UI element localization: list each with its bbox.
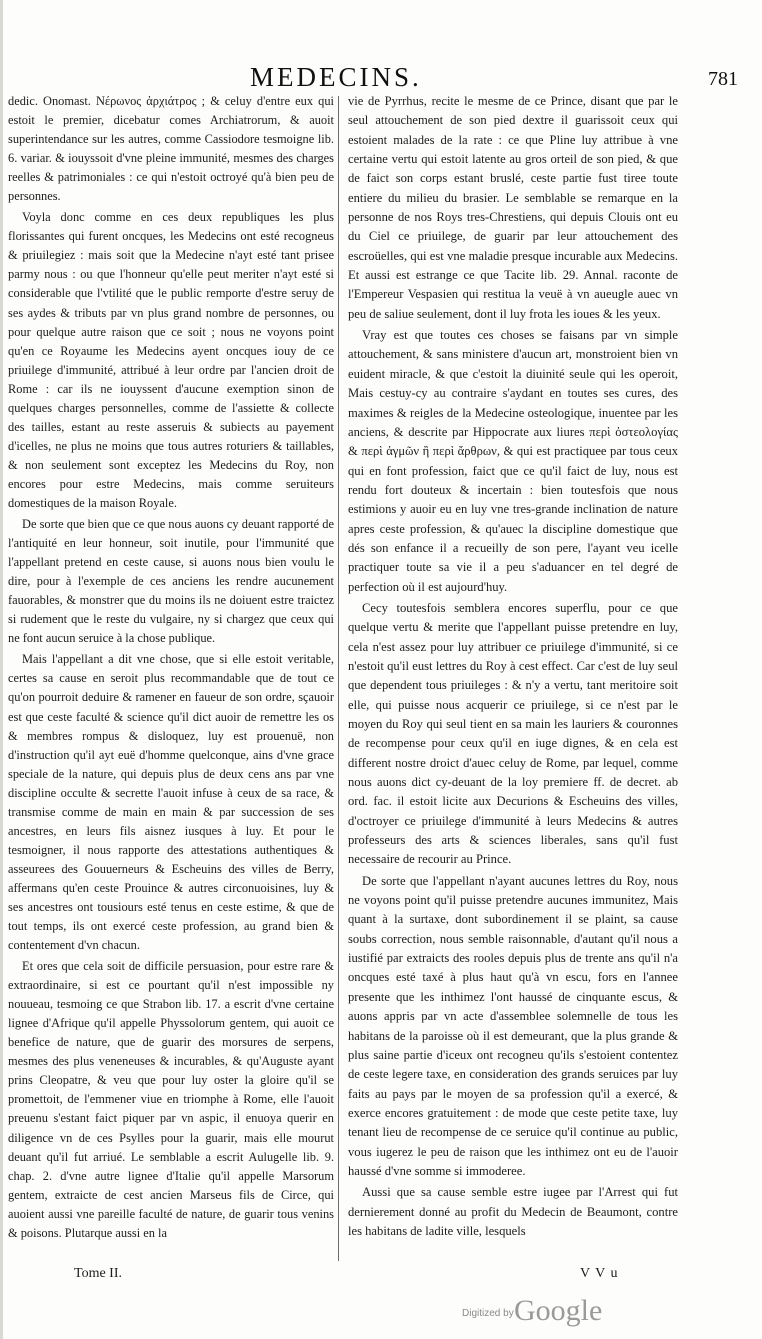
paragraph: De sorte que l'appellant n'ayant aucunes lettres du Roy, nous ne voyons point qu'il puisse pretendre aucunes immunitez, Mais quant à la surtaxe, dont subordinement il se plaint, sa cause soubs correction, nous semble raisonnable, d'autant qu'il nous a iustifié par extraicts des rooles depuis plus de trente ans qu'il n'a oncques esté taxé à plus haut qu'à vn escu, fors en l'annee presente que les inthimez l'ont haussé de cinquante escus, & auons appris par vn acte d'assemblee solemnelle de tous les habitans de la paroisse où il est demeurant, que la plus grande & plus saine partie d'iceux ont recogneu qu'ils s'estoient contentez de ceste legere taxe, en consideration des grands seruices par luy faits au pays par le moyen de sa profession qu'il a exercé, & exerce encores gratuitement : de mode que ceste petite taxe, luy tenant lieu de recompense de ce seruice qu'il continue au public, vous iugerez le peu de raison que les inthimez ont eu de l'auoir haussé d'vne somme si immoderee. <box>348 873 678 1178</box>
column-rule <box>338 96 339 1261</box>
scan-edge <box>0 0 3 1339</box>
running-title: MEDECINS. <box>250 62 422 92</box>
paragraph: Et ores que cela soit de difficile persuasion, pour estre rare & extraordinaire, si est ce pourtant qu'il n'est impossible ny nouueau, tesmoing ce que Strabon lib. 17. a escrit d'vne certaine lignee d'Afrique qu'il appelle Physsolorum gentem, qui auoit ce benefice de nature, que de guarir des morsures de serpens, mesmes des plus veneneuses & incurables, & qu'Auguste ayant prins Cleopatre, & veu que pour luy oster la gloire qu'il se promettoit, de l'emmener viue en triomphe à Rome, elle l'auoit preuenu s'estant faict piquer par vn aspic, il enuoya querir en diligence vn de ces Psylles pour la guarir, mais elle mourut deuant qu'il fut arriué. Le semblable a escrit Aulugelle lib. 9. chap. 2. d'vne autre lignee d'Italie qu'il appelle Marsorum gentem, extraicte de cest ancien Marseus fils de Circe, qui auoient aussi vne pareille faculté de nature, de guarir tous venins & poisons. Plutarque aussi en la <box>8 959 334 1240</box>
right-column <box>348 92 678 1243</box>
digitized-watermark <box>462 1294 622 1330</box>
running-head <box>0 58 762 90</box>
page-number: 781 <box>708 68 738 90</box>
paragraph: Voyla donc comme en ces deux republiques les plus florissantes qui furent oncques, les Medecins ont esté recogneus & priuilegiez : mais soit que la Medecine n'ayt esté tant prisee parmy nous : ou que l'honneur qu'elle peut meriter n'ayt esté si considerable que l'vtilité que le public remporte d'estre seruy de ses aydes & tributs par vn plus grand nombre de personnes, ou pour quelque autre raison que ce soit ; nous ne voyons point qu'en ce Royaume les Medecins ayent oncques iouy de ce priuilege d'immunité, attribué à leur ordre par l'ancien droit de Rome : car ils ne iouyssent d'aucune exemption sinon de quelques charges personnelles, comme de l'assiette & collecte des tailles, estant au reste asseruis & subiects au payement d'icelles, ne plus ne moins que tous autres roturiers & taillables, & non seulement sont exceptez les Medecins du Roy, non encores pour estre Medecins, mais comme seruiteurs domestiques de la maison Royale. <box>8 210 334 510</box>
google-logo: Google <box>514 1294 603 1327</box>
paragraph: dedic. Onomast. Νέρωνος ἀρχιάτρος ; & celuy d'entre eux qui estoit le premier, dicebatur comes Archiatrorum, & auoit superintendance sur les autres, comme Cassiodore tesmoigne lib. 6. variar. & iouyssoit d'vne pleine immunité, mesmes des charges reelles & patrimoniales : ce qui n'estoit octroyé qu'à bien peu de personnes. <box>8 94 334 204</box>
left-column <box>8 92 334 1245</box>
paragraph: Mais l'appellant a dit vne chose, que si elle estoit veritable, certes sa cause en seroit plus recommandable que de tout ce qu'on pourroit deduire & ramener en faueur de son ordre, sçauoir est que ceste faculté & science qu'il dict auoir de remettre les os & membres rompus & disloquez, luy est prouenuë, non d'instruction qu'il ayt euë d'homme quelconque, ains d'vne grace speciale de la nature, qui depuis plus de deux cens ans par vne discipline occulte & secrette l'auoit infuse à ceux de sa race, & transmise comme de main en main & par succession de ses ancestres, en leurs fils aisnez iusques à luy. Et pour le tesmoigner, il nous rapporte des attestations authentiques & asseurees des Gouuerneurs & Escheuins des villes de Berry, affermans qu'en ceste Prouince & autres circonuoisines, luy & ses ancestres ont tousiours esté tenus en ceste estime, & que de tout temps, ils ont exercé ceste profession, au grand bien & contentement d'vn chacun. <box>8 652 334 953</box>
paragraph: vie de Pyrrhus, recite le mesme de ce Prince, disant que par le seul attouchement de son pied dextre il guarissoit ceux qui estoient malades de la rate : ce que Pline luy attribue à vne certaine vertu qui estoit latente au gros orteil de son pied, & que de faict son corps estant bruslé, ceste partie fust tiree toute entiere du milieu du brasier. Le semblable se remarque en la personne de nos Roys tres-Chrestiens, qui depuis Clouis ont eu du Ciel ce priuilege, de guarir par leur attouchement des escroüelles, qui est vne maladie presque incurable aux Medecins. Et aussi est estrange ce que Tacite lib. 29. Annal. raconte de l'Empereur Vespasien qui restitua la veuë à vn aueugle auec vn peu de saliue seulement, dont il luy frota les ioues & les yeux. <box>348 94 678 321</box>
paragraph: Cecy toutesfois semblera encores superflu, pour ce que quelque vertu & merite que l'appellant puisse pretendre en luy, cela n'est assez pour luy attribuer ce priuilege d'immunité, si ce n'estoit qu'il eust lettres du Roy à cest effect. Car c'est de luy seul que dependent tous priuileges : & n'y a vertu, tant meritoire soit elle, qui puisse nous acquerir ce priuilege, si ce n'est par le moyen du Roy qui seul tient en sa main les lauriers & couronnes de recompense pour ceux qu'il en iuge dignes, & en cela est different nostre droict d'auec celuy de Rome, par lequel, comme nous auons dict cy-deuant de la loy premiere ff. de decret. ab ord. fac. il estoit licite aux Decurions & Escheuins des villes, d'octroyer ce priuilege d'immunité à leurs Medecins & autres professeurs des arts & sciences liberales, sans qu'il fust necessaire de recourir au Prince. <box>348 600 678 867</box>
watermark-prefix: Digitized by <box>462 1308 514 1319</box>
signature-mark: V V u <box>580 1266 619 1281</box>
volume-label: Tome II. <box>74 1266 123 1281</box>
paragraph: Aussi que sa cause semble estre iugee par l'Arrest qui fut dernierement donné au profit du Medecin de Beaumont, contre les habitans de ladite ville, lesquels <box>348 1185 678 1238</box>
page-footer <box>0 1266 762 1290</box>
paragraph: De sorte que bien que ce que nous auons cy deuant rapporté de l'antiquité en leur honneur, soit inutile, pour l'immunité que l'appellant pretend en ceste cause, si auons nous bien voulu le dire, pour à l'exemple de ces anciens les rendre aucunement fauorables, & monstrer que du moins ils ne doiuent estre traictez si rudement que le reste du vulgaire, ny si chargez que ceux qui ne font aucun seruice à la chose publique. <box>8 517 334 646</box>
paragraph: Vray est que toutes ces choses se faisans par vn simple attouchement, & sans ministere d'aucun art, monstroient bien vn euident miracle, & que c'estoit la diuinité seule qui les operoit, Mais cestuy-cy au contraire s'aydant en toutes ses cures, des maximes & reigles de la Medecine osteologique, inuentee par les anciens, & descrite par Hippocrate aux liures περὶ ὀστεολογίας & περὶ ἀγμῶν ἢ περὶ ἄρθρων, & qui est practiquee par tous ceux qui en font profession, faict que ce qu'il faict de luy, nous est rendu fort douteux & incertain : bien toutesfois que nous estimions y auoir eu en luy vne tres-grande inclination de nature apres ceste profession, & qu'auec la discipline domestique que dés son enfance il a recueilly de son pere, l'ayant veu icelle practiquer toute sa vie il a peu s'aduancer en tel degré de perfection où il est aujourd'huy. <box>348 328 678 594</box>
